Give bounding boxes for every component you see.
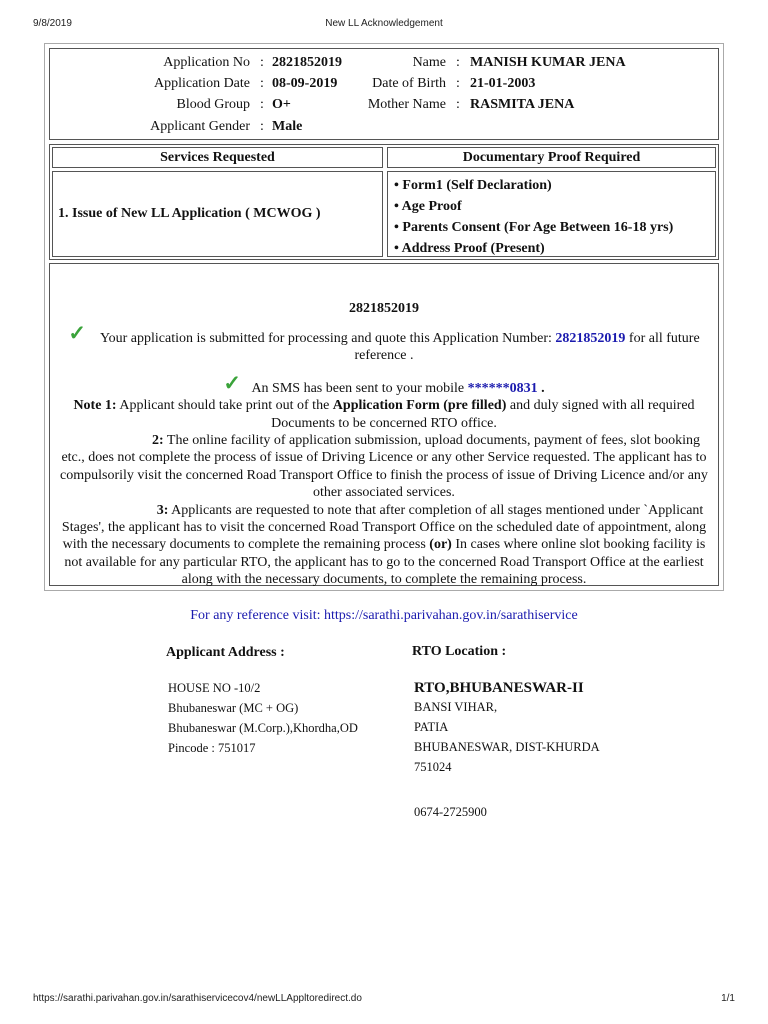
documentary-proof-header: Documentary Proof Required xyxy=(387,147,716,168)
note-3 xyxy=(56,502,712,589)
rto-address-line: BANSI VIHAR, xyxy=(414,700,498,714)
colon: : xyxy=(456,97,460,112)
application-date-label: Application Date xyxy=(153,76,250,91)
message-body xyxy=(56,321,712,589)
application-no-value: 2821852019 xyxy=(272,55,342,70)
dob-label: Date of Birth xyxy=(372,76,446,91)
note-3-label: 3: xyxy=(156,502,169,518)
rto-name: RTO,BHUBANESWAR-II xyxy=(414,680,584,696)
print-url: https://sarathi.parivahan.gov.in/sarathiservicecov4/newLLAppltoredirect.do xyxy=(33,993,362,1004)
info-row-1 xyxy=(50,55,720,75)
note-3-or: (or) xyxy=(429,537,452,553)
name-label: Name xyxy=(412,55,446,70)
services-requested-header: Services Requested xyxy=(52,147,383,168)
rto-location-heading: RTO Location : xyxy=(412,644,507,659)
note-1 xyxy=(56,397,712,432)
colon: : xyxy=(260,55,264,70)
note-2-label: 2: xyxy=(152,433,164,449)
applicant-address-block xyxy=(168,678,358,758)
acknowledgement-container xyxy=(44,43,724,591)
note-1-tail: and duly signed with all required Documents to be concerned RTO office. xyxy=(271,398,695,431)
page-number: 1/1 xyxy=(721,993,735,1004)
mobile-number: ******0831 xyxy=(467,380,538,396)
reference-link[interactable]: For any reference visit: https://sarathi.parivahan.gov.in/sarathiservice xyxy=(190,608,578,623)
applicant-info-box xyxy=(49,48,719,140)
blood-group-value: O+ xyxy=(272,97,291,112)
address-line: Bhubaneswar (M.Corp.),Khordha,OD xyxy=(168,721,358,735)
note-1-text: Applicant should take print out of the xyxy=(119,398,330,414)
proof-item: • Age Proof xyxy=(394,199,462,214)
application-number-title: 2821852019 xyxy=(349,301,419,316)
colon: : xyxy=(260,97,264,112)
address-line: Bhubaneswar (MC + OG) xyxy=(168,701,299,715)
colon: : xyxy=(260,76,264,91)
submitted-text: Your application is submitted for processing and quote this Application Number: xyxy=(99,331,552,346)
sms-text: An SMS has been sent to your mobile xyxy=(251,380,465,396)
note-2-text: The online facility of application submission, upload documents, payment of fees, slot booking etc., does not complete the process of issue of Driving Licence or any other Service requested. The applicant has to compulsorily visit the concerned Road Transport Office to finish the process of issue of Driving Licence and/or any other associated services. xyxy=(60,433,708,501)
rto-address-line: BHUBANESWAR, DIST-KHURDA xyxy=(414,740,600,754)
mother-name-value: RASMITA JENA xyxy=(470,97,575,112)
applicant-address-heading: Applicant Address : xyxy=(166,645,285,660)
submitted-paragraph xyxy=(56,321,712,365)
proof-list xyxy=(388,172,715,259)
address-line: HOUSE NO -10/2 xyxy=(168,681,261,695)
mother-name-label: Mother Name xyxy=(367,97,446,112)
checkmark-icon: ✓ xyxy=(68,321,86,345)
acknowledgement-message-box xyxy=(49,263,719,586)
print-title: New LL Acknowledgement xyxy=(325,18,443,29)
note-1-bold: Application Form (pre filled) xyxy=(332,398,507,414)
checkmark-icon: ✓ xyxy=(223,370,241,395)
colon: : xyxy=(260,119,264,134)
rto-address-line: 751024 xyxy=(414,760,452,774)
proof-required-cell xyxy=(387,171,716,257)
note-3-tail: In cases where online slot booking facility is not available for any particular RTO, the applicant has to go to the concerned Road Transport Office at the earliest along with the necessary documents, to complete the remaining process. xyxy=(64,537,706,588)
info-row-2 xyxy=(50,76,720,96)
services-table xyxy=(49,144,719,260)
rto-address-block xyxy=(414,697,600,777)
proof-item: • Form1 (Self Declaration) xyxy=(394,178,552,193)
note-1-label: Note 1: xyxy=(73,398,117,414)
service-requested-cell xyxy=(52,171,383,257)
print-date: 9/8/2019 xyxy=(33,18,72,29)
application-date-value: 08-09-2019 xyxy=(272,76,338,91)
proof-item: • Address Proof (Present) xyxy=(394,241,545,256)
sms-tail: . xyxy=(541,380,545,396)
dob-value: 21-01-2003 xyxy=(470,76,536,91)
application-no-label: Application No xyxy=(163,55,250,70)
application-number-highlight: 2821852019 xyxy=(555,331,626,346)
gender-value: Male xyxy=(272,119,303,134)
colon: : xyxy=(456,76,460,91)
name-value: MANISH KUMAR JENA xyxy=(470,55,626,70)
address-line: Pincode : 751017 xyxy=(168,741,256,755)
blood-group-label: Blood Group xyxy=(176,97,250,112)
gender-label: Applicant Gender xyxy=(150,119,250,134)
rto-address-line: PATIA xyxy=(414,720,449,734)
sms-paragraph xyxy=(56,370,712,397)
note-3-text: Applicants are requested to note that after completion of all stages mentioned under `Applicant Stages', the applicant has to visit the concerned Road Transport Office on the scheduled date of appointment, along with the necessary documents to complete the remaining process xyxy=(61,502,707,553)
submitted-tail: for all future reference . xyxy=(354,331,700,364)
proof-item: • Parents Consent (For Age Between 16-18 yrs) xyxy=(394,220,674,235)
info-row-3 xyxy=(50,97,720,117)
colon: : xyxy=(456,55,460,70)
rto-phone: 0674-2725900 xyxy=(414,805,487,819)
note-2 xyxy=(56,432,712,502)
service-name: 1. Issue of New LL Application ( MCWOG ) xyxy=(58,206,321,221)
info-row-4 xyxy=(50,119,720,139)
